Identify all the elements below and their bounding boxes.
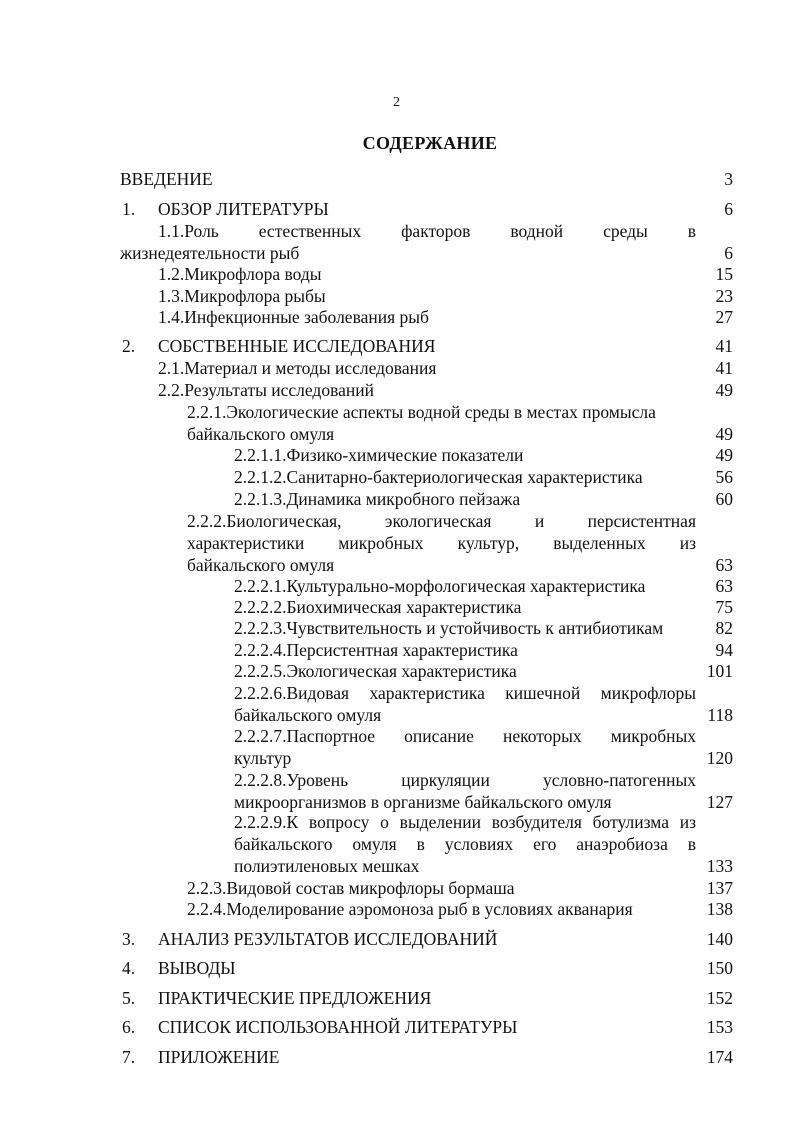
toc-section-2-2-2-3: 2.2.2.3.Чувствительность и устойчивость к антибиотикам [234, 618, 664, 638]
toc-section-1-3-page: 23 [715, 286, 733, 306]
toc-section-2-2-2-2-page: 75 [715, 597, 733, 617]
toc-chapter-4-number: 4. [122, 958, 136, 978]
toc-section-2-2-2-6-page: 118 [707, 705, 733, 725]
toc-section-2-2-2-7-line2: культур [234, 748, 292, 768]
toc-section-2-2-page: 49 [715, 380, 733, 400]
toc-section-2-2-2-2: 2.2.2.2.Биохимическая характеристика [234, 597, 522, 617]
toc-chapter-2-number: 2. [122, 336, 136, 356]
toc-section-2-2-2-8-page: 127 [706, 792, 733, 812]
toc-section-2-2: 2.2.Результаты исследований [158, 380, 374, 400]
toc-section-1-2-page: 15 [715, 264, 733, 284]
toc-section-1-3: 1.3.Микрофлора рыбы [158, 286, 326, 306]
toc-chapter-4-page: 150 [706, 958, 733, 978]
toc-section-2-2-2-9-page: 133 [706, 856, 733, 876]
toc-chapter-5-title: ПРАКТИЧЕСКИЕ ПРЕДЛОЖЕНИЯ [158, 988, 432, 1008]
toc-chapter-3-page: 140 [706, 929, 733, 949]
toc-entry-intro: ВВЕДЕНИЕ [120, 169, 213, 189]
toc-section-2-2-1-2: 2.2.1.2.Санитарно-бактериологическая характеристика [234, 467, 643, 487]
toc-section-2-1: 2.1.Материал и методы исследования [158, 358, 437, 378]
toc-chapter-6-number: 6. [122, 1017, 136, 1037]
toc-section-2-2-2-8-line1: 2.2.2.8.Уровень циркуляции условно-патогенных [234, 770, 696, 790]
toc-section-1-4-page: 27 [715, 307, 733, 327]
toc-section-2-2-3-page: 137 [706, 878, 733, 898]
toc-section-1-1-page: 6 [724, 243, 733, 263]
toc-chapter-7-page: 174 [706, 1047, 733, 1067]
toc-chapter-2-page: 41 [715, 336, 733, 356]
toc-page-intro: 3 [724, 169, 733, 189]
toc-section-2-2-2-7 [234, 725, 696, 769]
toc-section-2-2-2-8-line2: микроорганизмов в организме байкальского омуля [234, 792, 612, 812]
toc-section-2-2-2-1: 2.2.2.1.Культурально-морфологическая характеристика [234, 576, 646, 596]
toc-section-2-2-2-6-line2: байкальского омуля [234, 705, 382, 725]
toc-chapter-5-page: 152 [706, 988, 733, 1008]
toc-chapter-7-number: 7. [122, 1047, 136, 1067]
toc-section-2-2-2-line1: 2.2.2.Биологическая, экологическая и персистентная [187, 511, 696, 531]
toc-section-2-2-2-4-page: 94 [715, 640, 733, 660]
toc-section-2-2-1-1-page: 49 [715, 445, 733, 465]
toc-chapter-2-title: СОБСТВЕННЫЕ ИССЛЕДОВАНИЯ [158, 336, 436, 356]
toc-section-1-1-line2: жизнедеятельности рыб [120, 243, 300, 263]
toc-section-2-2-2-6 [234, 682, 696, 726]
toc-section-2-2-2-5-page: 101 [706, 661, 733, 681]
toc-section-2-2-2-5: 2.2.2.5.Экологическая характеристика [234, 661, 517, 681]
toc-chapter-1-number: 1. [122, 199, 136, 219]
toc-section-2-2-2-9 [234, 811, 696, 877]
toc-section-2-2-2-9-line1: 2.2.2.9.К вопросу о выделении возбудителя ботулизма из [234, 812, 696, 832]
toc-title: СОДЕРЖАНИЕ [362, 133, 498, 153]
toc-section-2-2-1-page: 49 [715, 424, 733, 444]
toc-chapter-1-page: 6 [724, 199, 733, 219]
toc-section-1-4: 1.4.Инфекционные заболевания рыб [158, 307, 429, 327]
toc-section-2-2-2-1-page: 63 [715, 576, 733, 596]
toc-section-2-2-3: 2.2.3.Видовой состав микрофлоры бормаша [187, 878, 515, 898]
toc-section-2-2-2-line2: характеристики микробных культур, выделенных из [187, 533, 696, 553]
toc-section-2-2-2 [187, 510, 696, 576]
toc-section-2-2-2-9-line2: байкальского омуля в условиях его анаэробиоза в [234, 834, 696, 854]
toc-section-2-2-4: 2.2.4.Моделирование аэромоноза рыб в условиях акванария [187, 899, 633, 919]
toc-section-2-2-1-line2: байкальского омуля [187, 424, 335, 444]
toc-section-2-2-2-page: 63 [715, 555, 733, 575]
toc-section-2-2-2-line3: байкальского омуля [187, 555, 335, 575]
toc-section-2-2-1-3: 2.2.1.3.Динамика микробного пейзажа [234, 489, 521, 509]
toc-section-2-2-1-3-page: 60 [715, 489, 733, 509]
toc-section-2-2-1-line1: 2.2.1.Экологические аспекты водной среды в местах промысла [187, 402, 656, 422]
toc-section-2-1-page: 41 [715, 358, 733, 378]
toc-chapter-1-title: ОБЗОР ЛИТЕРАТУРЫ [158, 199, 329, 219]
toc-section-2-2-2-3-page: 82 [715, 618, 733, 638]
toc-chapter-4-title: ВЫВОДЫ [158, 958, 236, 978]
toc-section-2-2-2-8 [234, 769, 696, 813]
page-number: 2 [393, 95, 400, 110]
toc-chapter-6-title: СПИСОК ИСПОЛЬЗОВАННОЙ ЛИТЕРАТУРЫ [158, 1017, 518, 1037]
toc-section-1-2: 1.2.Микрофлора воды [158, 264, 322, 284]
toc-section-2-2-2-7-page: 120 [706, 748, 733, 768]
toc-section-2-2-1-2-page: 56 [715, 467, 733, 487]
toc-section-2-2-2-6-line1: 2.2.2.6.Видовая характеристика кишечной микрофлоры [234, 683, 696, 703]
toc-section-1-1-line1: 1.1.Роль естественных факторов водной среды в [158, 221, 696, 241]
toc-section-2-2-2-9-line3: полиэтиленовых мешках [234, 856, 420, 876]
toc-chapter-3-title: АНАЛИЗ РЕЗУЛЬТАТОВ ИССЛЕДОВАНИЙ [158, 929, 498, 949]
toc-chapter-7-title: ПРИЛОЖЕНИЕ [158, 1047, 280, 1067]
toc-chapter-6-page: 153 [706, 1017, 733, 1037]
toc-section-2-2-2-7-line1: 2.2.2.7.Паспортное описание некоторых микробных [234, 726, 696, 746]
toc-section-2-2-2-4: 2.2.2.4.Персистентная характеристика [234, 640, 518, 660]
toc-section-2-2-1-1: 2.2.1.1.Физико-химические показатели [234, 445, 524, 465]
toc-section-1-1 [158, 220, 696, 242]
toc-section-2-2-4-page: 138 [706, 899, 733, 919]
toc-chapter-5-number: 5. [122, 988, 136, 1008]
toc-chapter-3-number: 3. [122, 929, 136, 949]
